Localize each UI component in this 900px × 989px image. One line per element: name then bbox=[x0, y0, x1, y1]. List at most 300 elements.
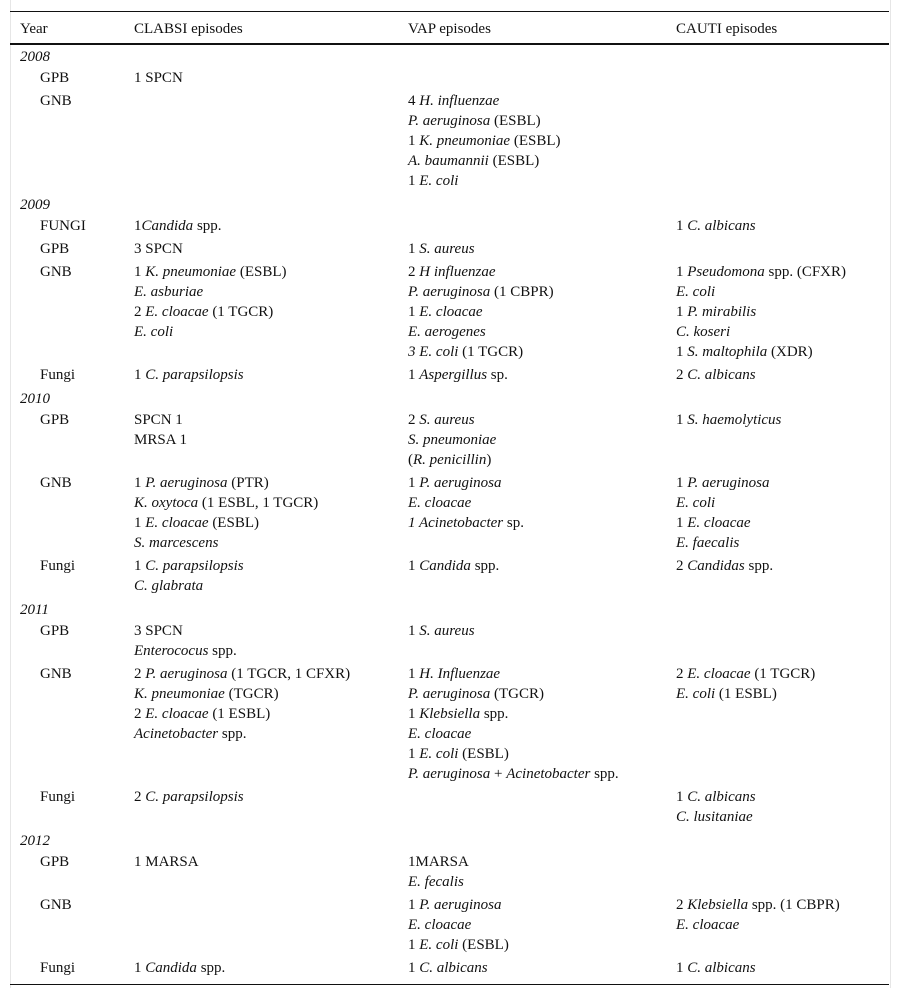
vap-cell bbox=[408, 238, 676, 261]
organism-name: P. aeruginosa bbox=[408, 113, 491, 129]
organism-category: GNB bbox=[40, 666, 72, 682]
cauti-cell bbox=[676, 261, 889, 364]
organism-category: Fungi bbox=[40, 558, 76, 574]
organism-name: Candida bbox=[419, 558, 471, 574]
organism-line bbox=[408, 131, 676, 151]
table-row bbox=[10, 90, 889, 193]
organism-line bbox=[408, 322, 676, 342]
vap-cell bbox=[408, 957, 676, 985]
organism-line bbox=[408, 302, 676, 322]
organism-note: 2 bbox=[676, 367, 688, 383]
cauti-cell bbox=[676, 851, 889, 894]
clabsi-cell bbox=[134, 261, 408, 364]
organism-line bbox=[134, 239, 408, 259]
organism-note: 2 bbox=[676, 897, 688, 913]
organism-line bbox=[134, 493, 408, 513]
table-row bbox=[10, 894, 889, 957]
organism-line bbox=[408, 764, 676, 784]
header-vap: VAP episodes bbox=[408, 12, 676, 45]
organism-category: Fungi bbox=[40, 367, 76, 383]
organism-note: spp. bbox=[218, 726, 247, 742]
organism-note: 1 bbox=[676, 304, 688, 320]
organism-note: 1 bbox=[408, 746, 420, 762]
organism-note: 1 bbox=[408, 367, 420, 383]
table-row bbox=[10, 620, 889, 663]
organism-line bbox=[134, 576, 408, 596]
organism-line bbox=[676, 533, 889, 553]
organism-name: S. aureus bbox=[419, 623, 475, 639]
cauti-cell bbox=[676, 663, 889, 786]
organism-name: C. parapsilopsis bbox=[145, 558, 244, 574]
organism-note: spp. bbox=[590, 766, 619, 782]
organism-name: E. aerogenes bbox=[408, 324, 486, 340]
cauti-cell bbox=[676, 364, 889, 387]
organism-note: sp. bbox=[487, 367, 508, 383]
organism-line bbox=[408, 342, 676, 362]
cauti-cell bbox=[676, 409, 889, 472]
organism-note: (1 ESBL) bbox=[715, 686, 777, 702]
organism-name: K. pneumoniae bbox=[134, 686, 225, 702]
header-clabsi: CLABSI episodes bbox=[134, 12, 408, 45]
organism-note: 2 bbox=[134, 789, 146, 805]
organism-note: spp. (CFXR) bbox=[764, 264, 847, 280]
table-body bbox=[10, 44, 889, 985]
organism-name: Aspergillus bbox=[419, 367, 488, 383]
year-row bbox=[10, 598, 889, 620]
organism-note: 1 bbox=[676, 264, 688, 280]
organism-note: 3 SPCN bbox=[134, 623, 183, 639]
organism-category: GPB bbox=[40, 623, 70, 639]
organism-name: P. aeruginosa bbox=[419, 897, 502, 913]
organism-note: (XDR) bbox=[767, 344, 813, 360]
organism-note: 1 bbox=[676, 789, 688, 805]
organism-name: C. parapsilopsis bbox=[145, 367, 244, 383]
organism-category: GPB bbox=[40, 241, 70, 257]
organism-line bbox=[134, 621, 408, 641]
vap-cell bbox=[408, 663, 676, 786]
organism-name: Acinetobacter bbox=[506, 766, 591, 782]
organism-note: 3 SPCN bbox=[134, 241, 183, 257]
organism-line bbox=[408, 171, 676, 191]
organism-name: C. glabrata bbox=[134, 578, 204, 594]
organism-note: 1MARSA bbox=[408, 854, 469, 870]
organism-note: MRSA 1 bbox=[134, 432, 187, 448]
organism-note: 2 bbox=[134, 666, 146, 682]
organism-name: A. baumannii bbox=[408, 153, 489, 169]
organism-note: 1 bbox=[408, 475, 420, 491]
organism-note: ( bbox=[408, 452, 413, 468]
organism-line bbox=[134, 684, 408, 704]
organism-line bbox=[676, 262, 889, 282]
year-label: 2008 bbox=[20, 49, 50, 65]
year-label: 2010 bbox=[20, 391, 50, 407]
organism-line bbox=[134, 724, 408, 744]
organism-line bbox=[134, 641, 408, 661]
organism-line bbox=[676, 513, 889, 533]
organism-line bbox=[676, 787, 889, 807]
organism-name: S. pneumoniae bbox=[408, 432, 497, 448]
clabsi-cell bbox=[134, 409, 408, 472]
header-year: Year bbox=[10, 12, 134, 45]
organism-note: 1 bbox=[408, 173, 420, 189]
organism-line bbox=[676, 302, 889, 322]
organism-line bbox=[134, 958, 408, 978]
organism-note: 1 bbox=[408, 937, 420, 953]
organism-line bbox=[676, 895, 889, 915]
cauti-cell bbox=[676, 67, 889, 90]
organism-name: E. cloacae bbox=[145, 304, 209, 320]
organism-line bbox=[408, 704, 676, 724]
organism-note: 1 bbox=[408, 133, 420, 149]
organism-line bbox=[408, 556, 676, 576]
organism-note: 1 bbox=[408, 897, 420, 913]
organism-note: 2 bbox=[408, 264, 420, 280]
organism-name: H. Influenzae bbox=[419, 666, 501, 682]
header-cauti: CAUTI episodes bbox=[676, 12, 889, 45]
infection-episodes-table bbox=[10, 11, 889, 985]
organism-name: E. coli bbox=[676, 495, 716, 511]
organism-name: E. cloacae bbox=[687, 515, 751, 531]
organism-line bbox=[408, 935, 676, 955]
vap-cell bbox=[408, 851, 676, 894]
organism-line bbox=[408, 852, 676, 872]
organism-line bbox=[408, 513, 676, 533]
organism-name: E. fecalis bbox=[408, 874, 464, 890]
organism-note: spp. bbox=[744, 558, 774, 574]
vap-cell bbox=[408, 786, 676, 829]
organism-category: Fungi bbox=[10, 957, 134, 985]
organism-category: GPB bbox=[40, 70, 70, 86]
table-row bbox=[10, 261, 889, 364]
organism-line bbox=[408, 493, 676, 513]
organism-line bbox=[134, 216, 408, 236]
clabsi-cell bbox=[134, 555, 408, 598]
organism-note: (ESBL) bbox=[510, 133, 561, 149]
organism-name: Pseudomona bbox=[687, 264, 765, 280]
organism-line bbox=[134, 473, 408, 493]
organism-name: C. albicans bbox=[687, 367, 756, 383]
clabsi-cell bbox=[134, 238, 408, 261]
organism-name: E. coli bbox=[419, 937, 459, 953]
organism-name: E. cloacae bbox=[408, 495, 472, 511]
organism-note: 1 bbox=[408, 558, 420, 574]
organism-note: 4 bbox=[408, 93, 420, 109]
organism-note: 1 bbox=[676, 218, 688, 234]
organism-line bbox=[134, 365, 408, 385]
organism-line bbox=[408, 664, 676, 684]
organism-name: C. albicans bbox=[687, 789, 756, 805]
organism-line bbox=[134, 262, 408, 282]
organism-line bbox=[408, 744, 676, 764]
clabsi-cell bbox=[134, 215, 408, 238]
organism-note: 1 SPCN bbox=[134, 70, 183, 86]
clabsi-cell bbox=[134, 620, 408, 663]
organism-name: P. aeruginosa bbox=[145, 475, 228, 491]
organism-line bbox=[408, 91, 676, 111]
organism-name: Klebsiella bbox=[419, 706, 481, 722]
organism-name: S. aureus bbox=[419, 241, 475, 257]
organism-name: E. cloacae bbox=[408, 726, 472, 742]
organism-name: Candidas bbox=[687, 558, 745, 574]
organism-line bbox=[676, 410, 889, 430]
organism-note: (1 TGCR) bbox=[750, 666, 816, 682]
organism-name: K. oxytoca bbox=[134, 495, 199, 511]
organism-name: P. aeruginosa bbox=[419, 475, 502, 491]
organism-line bbox=[134, 302, 408, 322]
vap-cell bbox=[408, 67, 676, 90]
organism-name: E. cloacae bbox=[145, 706, 209, 722]
clabsi-cell bbox=[134, 90, 408, 193]
organism-line bbox=[134, 430, 408, 450]
organism-name: E. coli bbox=[676, 686, 716, 702]
organism-note: 1 bbox=[676, 412, 688, 428]
organism-name: C. koseri bbox=[676, 324, 731, 340]
organism-name: Klebsiella bbox=[687, 897, 749, 913]
vap-cell bbox=[408, 472, 676, 555]
organism-name: E. cloacae bbox=[419, 304, 483, 320]
vap-cell bbox=[408, 555, 676, 598]
organism-note: (TGCR) bbox=[490, 686, 544, 702]
organism-name: K. pneumoniae bbox=[145, 264, 237, 280]
organism-line bbox=[408, 684, 676, 704]
organism-line bbox=[134, 556, 408, 576]
cauti-cell bbox=[676, 90, 889, 193]
organism-line bbox=[134, 322, 408, 342]
year-row bbox=[10, 829, 889, 851]
organism-note: (1 TGCR) bbox=[458, 344, 524, 360]
organism-name: E. coli bbox=[419, 746, 459, 762]
table-row bbox=[10, 472, 889, 555]
clabsi-cell bbox=[134, 472, 408, 555]
organism-line bbox=[134, 68, 408, 88]
organism-note: (ESBL) bbox=[236, 264, 287, 280]
organism-note: (1 TGCR, 1 CFXR) bbox=[227, 666, 351, 682]
organism-name: E. cloacae bbox=[408, 917, 472, 933]
organism-line bbox=[134, 664, 408, 684]
organism-note: 1 bbox=[408, 666, 420, 682]
organism-note: spp. bbox=[193, 218, 222, 234]
organism-note: SPCN 1 bbox=[134, 412, 183, 428]
organism-line bbox=[408, 262, 676, 282]
cauti-cell bbox=[676, 786, 889, 829]
organism-name: P. aeruginosa bbox=[408, 284, 491, 300]
organism-category: FUNGI bbox=[40, 218, 86, 234]
table-row bbox=[10, 364, 889, 387]
clabsi-cell bbox=[134, 957, 408, 985]
table-row bbox=[10, 786, 889, 829]
table-row bbox=[10, 957, 889, 985]
organism-note: 2 bbox=[134, 304, 146, 320]
year-label: 2012 bbox=[20, 833, 50, 849]
organism-line bbox=[134, 513, 408, 533]
organism-note: sp. bbox=[503, 515, 524, 531]
organism-note: 1 bbox=[408, 960, 420, 976]
table-row bbox=[10, 663, 889, 786]
organism-note: 1 MARSA bbox=[134, 854, 199, 870]
organism-name: 1 Acinetobacter bbox=[408, 515, 504, 531]
clabsi-cell bbox=[134, 851, 408, 894]
organism-line bbox=[676, 282, 889, 302]
organism-name: E. coli bbox=[134, 324, 174, 340]
organism-note: (1 TGCR) bbox=[208, 304, 274, 320]
vap-cell bbox=[408, 409, 676, 472]
organism-line bbox=[408, 895, 676, 915]
table-row bbox=[10, 67, 889, 90]
organism-name: S. maltophila bbox=[687, 344, 768, 360]
organism-line bbox=[134, 282, 408, 302]
organism-name: E. cloacae bbox=[145, 515, 209, 531]
vap-cell bbox=[408, 215, 676, 238]
organism-name: S. haemolyticus bbox=[687, 412, 782, 428]
organism-name: E. cloacae bbox=[676, 917, 740, 933]
vap-cell bbox=[408, 90, 676, 193]
organism-note: spp. bbox=[196, 960, 226, 976]
organism-name: E. cloacae bbox=[687, 666, 751, 682]
cauti-cell bbox=[676, 215, 889, 238]
organism-line bbox=[676, 684, 889, 704]
organism-line bbox=[676, 473, 889, 493]
organism-line bbox=[134, 704, 408, 724]
cauti-cell bbox=[676, 555, 889, 598]
organism-line bbox=[134, 852, 408, 872]
organism-line bbox=[676, 664, 889, 684]
organism-note: spp. (1 CBPR) bbox=[748, 897, 840, 913]
organism-note: 1 bbox=[134, 264, 146, 280]
organism-note: 2 bbox=[408, 412, 420, 428]
table-header-row bbox=[10, 12, 889, 45]
organism-line bbox=[408, 365, 676, 385]
organism-name: E. asburiae bbox=[134, 284, 204, 300]
organism-line bbox=[408, 473, 676, 493]
organism-note: 1 bbox=[676, 475, 688, 491]
clabsi-cell bbox=[134, 67, 408, 90]
organism-note: 1 bbox=[134, 960, 146, 976]
organism-note: 1 bbox=[134, 218, 142, 234]
organism-note: 1 bbox=[408, 241, 420, 257]
organism-note: 1 bbox=[676, 960, 688, 976]
organism-note: 1 bbox=[408, 706, 420, 722]
organism-name: C. albicans bbox=[687, 218, 756, 234]
organism-line bbox=[408, 450, 676, 470]
organism-line bbox=[134, 410, 408, 430]
clabsi-cell bbox=[134, 663, 408, 786]
organism-note: (ESBL) bbox=[458, 937, 509, 953]
organism-note: (ESBL) bbox=[458, 746, 509, 762]
year-row bbox=[10, 193, 889, 215]
organism-name: E. coli bbox=[419, 173, 459, 189]
organism-note: 1 bbox=[134, 558, 146, 574]
organism-name: S. aureus bbox=[419, 412, 475, 428]
organism-name: Enterococus bbox=[134, 643, 209, 659]
organism-name: K. pneumoniae bbox=[419, 133, 511, 149]
table-row bbox=[10, 555, 889, 598]
organism-note: 1 bbox=[134, 515, 146, 531]
organism-line bbox=[676, 807, 889, 827]
organism-note: (1 ESBL, 1 TGCR) bbox=[198, 495, 319, 511]
organism-category: GNB bbox=[40, 264, 72, 280]
organism-line bbox=[408, 430, 676, 450]
cauti-cell bbox=[676, 894, 889, 957]
organism-line bbox=[676, 342, 889, 362]
organism-note: 1 bbox=[134, 475, 146, 491]
organism-name: P. aeruginosa bbox=[408, 766, 491, 782]
organism-category: Fungi bbox=[40, 789, 76, 805]
organism-line bbox=[676, 493, 889, 513]
organism-note: spp. bbox=[470, 558, 500, 574]
organism-name: Acinetobacter bbox=[134, 726, 219, 742]
vap-cell bbox=[408, 261, 676, 364]
organism-name: Candida bbox=[145, 960, 197, 976]
organism-line bbox=[676, 216, 889, 236]
organism-name: H influenzae bbox=[419, 264, 496, 280]
organism-name: E. faecalis bbox=[676, 535, 740, 551]
table-row bbox=[10, 409, 889, 472]
organism-note: 2 bbox=[676, 558, 688, 574]
organism-note: (ESBL) bbox=[488, 153, 540, 169]
organism-name: 3 E. coli bbox=[408, 344, 459, 360]
organism-note: (ESBL) bbox=[490, 113, 541, 129]
organism-category: GPB bbox=[40, 854, 70, 870]
organism-name: C. lusitaniae bbox=[676, 809, 753, 825]
organism-line bbox=[408, 282, 676, 302]
organism-name: C. albicans bbox=[687, 960, 756, 976]
table-row bbox=[10, 238, 889, 261]
organism-note: (PTR) bbox=[227, 475, 269, 491]
organism-name: P. mirabilis bbox=[687, 304, 757, 320]
table-row bbox=[10, 851, 889, 894]
organism-name: C. albicans bbox=[419, 960, 488, 976]
organism-line bbox=[408, 724, 676, 744]
organism-category: GPB bbox=[40, 412, 70, 428]
organism-note: 1 bbox=[134, 367, 146, 383]
organism-name: P. aeruginosa bbox=[687, 475, 770, 491]
year-label: 2011 bbox=[20, 602, 49, 618]
organism-name: R. penicillin bbox=[413, 452, 487, 468]
organism-name: C. parapsilopsis bbox=[145, 789, 244, 805]
vap-cell bbox=[408, 620, 676, 663]
cauti-cell bbox=[676, 472, 889, 555]
year-label: 2009 bbox=[20, 197, 50, 213]
organism-note: 1 bbox=[408, 623, 420, 639]
organism-line bbox=[134, 787, 408, 807]
year-row bbox=[10, 387, 889, 409]
organism-line bbox=[676, 556, 889, 576]
organism-line bbox=[676, 915, 889, 935]
cauti-cell bbox=[676, 620, 889, 663]
organism-line bbox=[676, 322, 889, 342]
organism-note: spp. bbox=[480, 706, 509, 722]
organism-name: P. aeruginosa bbox=[408, 686, 491, 702]
organism-category: GNB bbox=[40, 897, 72, 913]
organism-line bbox=[408, 239, 676, 259]
organism-note: 1 bbox=[408, 304, 420, 320]
organism-note: 1 bbox=[676, 344, 688, 360]
organism-line bbox=[408, 410, 676, 430]
organism-name: Candida bbox=[141, 218, 194, 234]
organism-line bbox=[676, 365, 889, 385]
organism-note: ) bbox=[486, 452, 492, 468]
organism-category: GNB bbox=[40, 475, 72, 491]
organism-line bbox=[408, 111, 676, 131]
organism-note: spp. bbox=[208, 643, 237, 659]
organism-note: 2 bbox=[676, 666, 688, 682]
organism-category: GNB bbox=[40, 93, 72, 109]
vap-cell bbox=[408, 894, 676, 957]
organism-name: S. marcescens bbox=[134, 535, 219, 551]
organism-line bbox=[408, 872, 676, 892]
organism-note: (ESBL) bbox=[208, 515, 259, 531]
organism-note: + bbox=[490, 766, 507, 782]
